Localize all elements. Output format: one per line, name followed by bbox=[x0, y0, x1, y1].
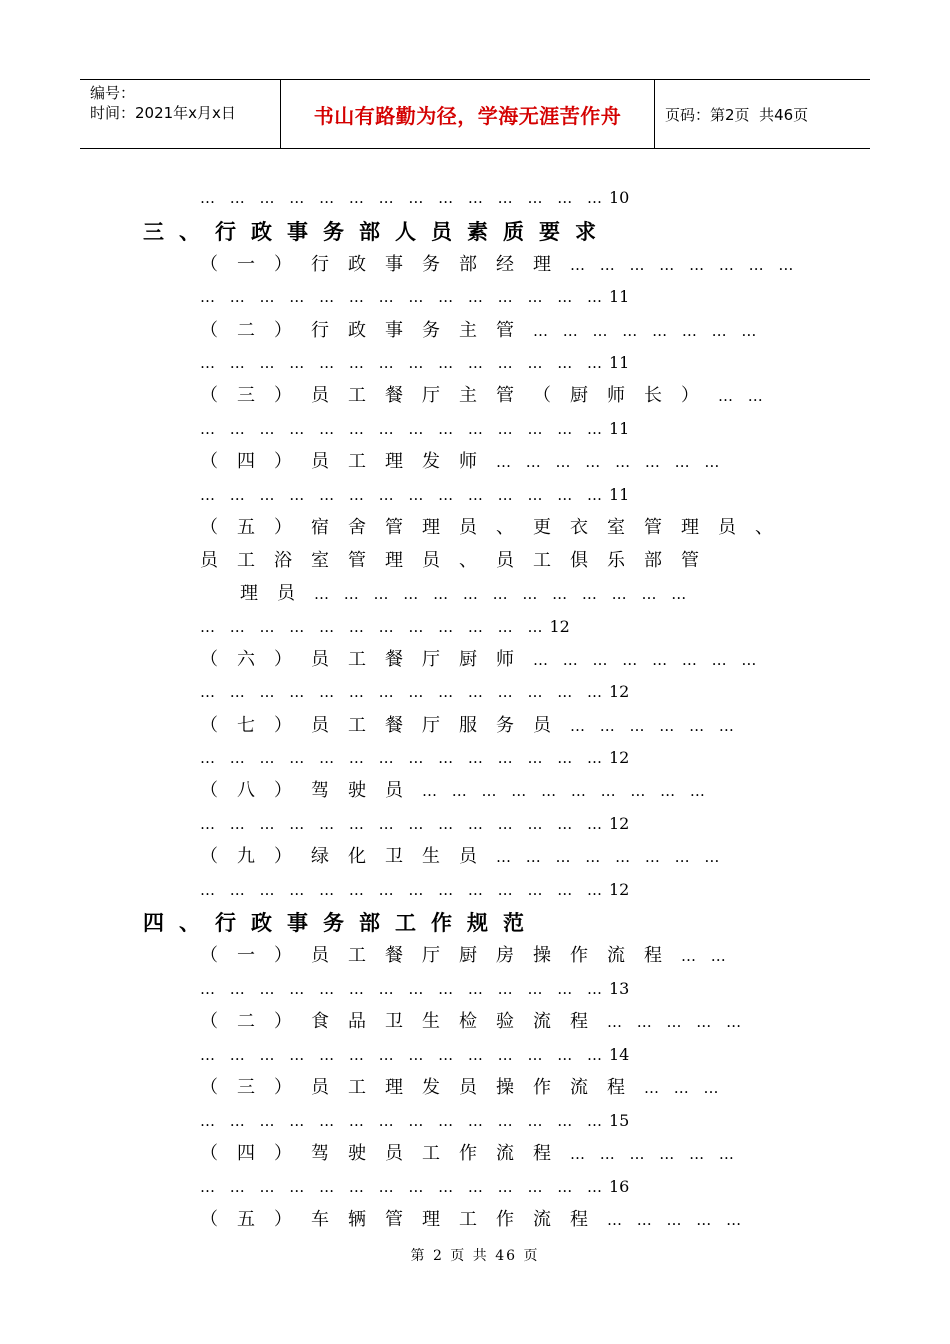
toc-item-continuation bbox=[200, 1109, 629, 1133]
header-motto: 书山有路勤为径，学海无涯苦作舟 bbox=[281, 80, 655, 148]
page-number: 11 bbox=[609, 419, 630, 438]
toc-item-label-wrap bbox=[240, 582, 691, 606]
toc-item-label-line3: 理员 bbox=[240, 583, 314, 604]
header-meta bbox=[80, 80, 281, 148]
leader-dots: … … … … … … … … … … … … … … bbox=[200, 1112, 607, 1130]
toc-item-label: （八）驾驶员 bbox=[200, 780, 422, 801]
toc-item[interactable] bbox=[200, 253, 798, 277]
toc-item-label: （九）绿化卫生员 bbox=[200, 846, 496, 867]
leader-dots: … … … … … … … … … … … … … … bbox=[200, 683, 607, 701]
toc-item[interactable] bbox=[200, 779, 710, 803]
leader-dots: … … … … … … … … bbox=[496, 453, 725, 471]
toc-continuation-line bbox=[200, 186, 629, 210]
page-header bbox=[80, 79, 870, 149]
leader-dots: … … … … … … … … bbox=[496, 848, 725, 866]
toc-item[interactable] bbox=[200, 944, 731, 968]
leader-dots: … … … … … … … … … … … … … … bbox=[200, 189, 607, 207]
toc-item-label: （六）员工餐厅厨师 bbox=[200, 649, 533, 670]
page-number: 12 bbox=[609, 748, 630, 767]
toc-item[interactable] bbox=[200, 1142, 739, 1166]
toc-item-label: （三）员工餐厅主管（厨师长） bbox=[200, 385, 718, 406]
page-number: 11 bbox=[609, 287, 630, 306]
leader-dots: … … … … … … … … … … … … … … bbox=[200, 354, 607, 372]
leader-dots: … … … … … … … … … … … … … … bbox=[200, 881, 607, 899]
toc-item-continuation bbox=[200, 1175, 629, 1199]
toc-item-label: （三）员工理发员操作流程 bbox=[200, 1077, 644, 1098]
toc-item[interactable] bbox=[200, 648, 761, 672]
leader-dots: … … … … … … … … … … … … … bbox=[314, 585, 692, 603]
toc-item[interactable] bbox=[200, 450, 724, 474]
page-number: 10 bbox=[609, 188, 630, 207]
page-number: 13 bbox=[609, 979, 630, 998]
toc-item-continuation bbox=[200, 977, 629, 1001]
leader-dots: … … … … … … … … … … … … bbox=[200, 618, 548, 636]
leader-dots: … … … … … … … … … … … … … … bbox=[200, 288, 607, 306]
leader-dots: … … … … … bbox=[607, 1211, 747, 1229]
leader-dots: … … … … … bbox=[607, 1013, 747, 1031]
leader-dots: … … … … … … bbox=[570, 1145, 739, 1163]
toc-item[interactable] bbox=[200, 1076, 724, 1100]
toc-item-label-wrap bbox=[200, 549, 718, 573]
toc-item-label: （一）行政事务部经理 bbox=[200, 254, 570, 275]
toc-item-continuation bbox=[200, 351, 629, 375]
leader-dots: … … … … … … … … bbox=[533, 322, 762, 340]
page-number: 14 bbox=[609, 1045, 630, 1064]
leader-dots: … … … … … … … … … … … … … … bbox=[200, 749, 607, 767]
toc-item[interactable] bbox=[200, 845, 724, 869]
toc-item-label: （四）驾驶员工作流程 bbox=[200, 1143, 570, 1164]
number-label: 编号： bbox=[90, 84, 136, 102]
toc-item-continuation bbox=[200, 746, 629, 770]
leader-dots: … … bbox=[718, 387, 768, 405]
toc-item[interactable] bbox=[200, 319, 761, 343]
leader-dots: … … … … … … bbox=[570, 717, 739, 735]
leader-dots: … … … … … … … … … … … … … … bbox=[200, 980, 607, 998]
leader-dots: … … … … … … … … … … bbox=[422, 782, 710, 800]
page-number: 12 bbox=[609, 880, 630, 899]
toc-item-continuation bbox=[200, 483, 629, 507]
leader-dots: … … bbox=[681, 947, 731, 965]
leader-dots: … … … … … … … … bbox=[533, 651, 762, 669]
leader-dots: … … … bbox=[644, 1079, 724, 1097]
page-number: 16 bbox=[609, 1177, 630, 1196]
leader-dots: … … … … … … … … … … … … … … bbox=[200, 420, 607, 438]
toc-item-continuation bbox=[200, 615, 570, 639]
toc-item-label: （五）宿舍管理员、更衣室管理员、 bbox=[200, 517, 792, 538]
header-page-info: 页码：第2页 共46页 bbox=[665, 105, 809, 124]
leader-dots: … … … … … … … … … … … … … … bbox=[200, 1046, 607, 1064]
toc-item-continuation bbox=[200, 417, 629, 441]
page-number: 12 bbox=[609, 682, 630, 701]
toc-item-continuation bbox=[200, 285, 629, 309]
section-heading-4: 四、行政事务部工作规范 bbox=[143, 911, 539, 935]
page-number: 15 bbox=[609, 1111, 630, 1130]
toc-item-continuation bbox=[200, 878, 629, 902]
toc-item-continuation bbox=[200, 812, 629, 836]
page-number: 12 bbox=[609, 814, 630, 833]
page-number: 12 bbox=[549, 617, 570, 636]
section-heading-3: 三、行政事务部人员素质要求 bbox=[143, 220, 611, 244]
toc-item[interactable] bbox=[200, 1010, 746, 1034]
toc-item-label: （四）员工理发师 bbox=[200, 451, 496, 472]
leader-dots: … … … … … … … … … … … … … … bbox=[200, 486, 607, 504]
toc-item-label: （二）食品卫生检验流程 bbox=[200, 1011, 607, 1032]
toc-item[interactable] bbox=[200, 516, 792, 540]
page-number: 11 bbox=[609, 353, 630, 372]
page-number: 11 bbox=[609, 485, 630, 504]
toc-item-label: （二）行政事务主管 bbox=[200, 320, 533, 341]
toc-item-label: （一）员工餐厅厨房操作流程 bbox=[200, 945, 681, 966]
toc-item[interactable] bbox=[200, 384, 768, 408]
toc-item-label-line2: 员工浴室管理员、员工俱乐部管 bbox=[200, 550, 718, 571]
toc-item[interactable] bbox=[200, 714, 739, 738]
toc-item[interactable] bbox=[200, 1208, 746, 1232]
leader-dots: … … … … … … … … … … … … … … bbox=[200, 1178, 607, 1196]
toc-item-label: （七）员工餐厅服务员 bbox=[200, 715, 570, 736]
leader-dots: … … … … … … … … bbox=[570, 256, 799, 274]
toc-item-label: （五）车辆管理工作流程 bbox=[200, 1209, 607, 1230]
leader-dots: … … … … … … … … … … … … … … bbox=[200, 815, 607, 833]
toc-item-continuation bbox=[200, 1043, 629, 1067]
page-footer: 第 2 页 共 46 页 bbox=[410, 1248, 540, 1264]
time-label: 时间：2021年x月x日 bbox=[90, 104, 236, 122]
toc-item-continuation bbox=[200, 680, 629, 704]
